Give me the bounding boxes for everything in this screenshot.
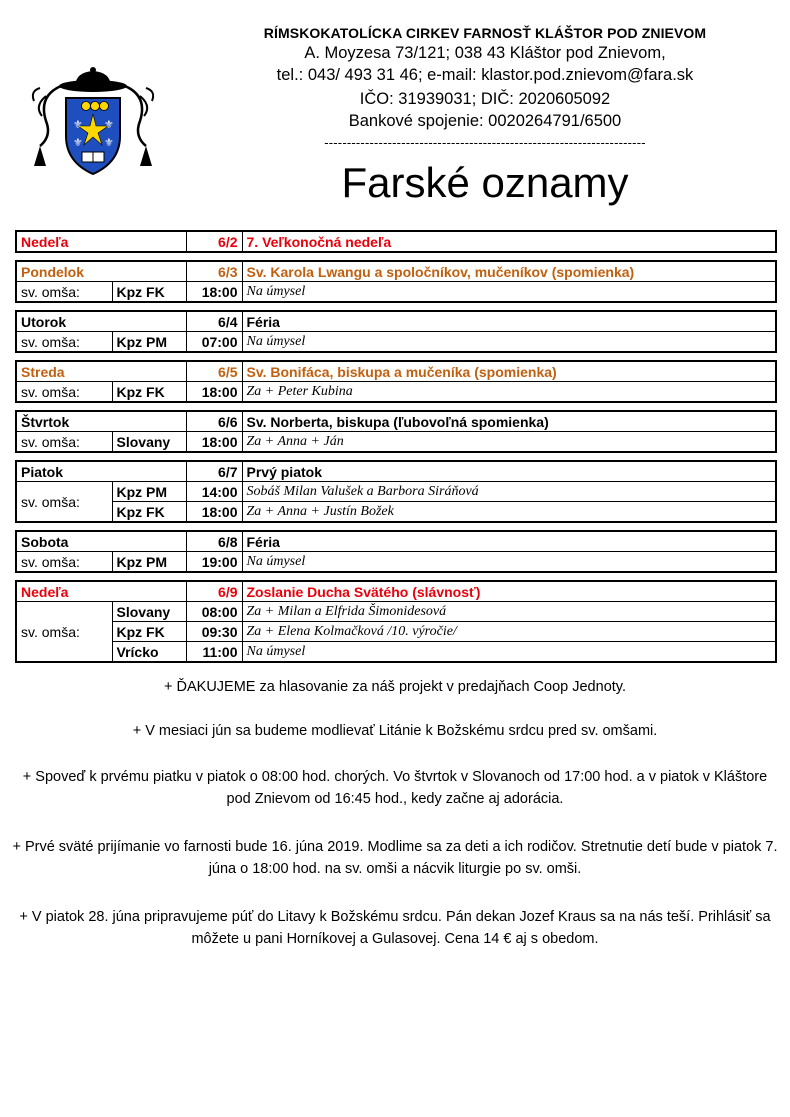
- mass-place: Kpz FK: [112, 282, 186, 303]
- feast-name: Zoslanie Ducha Svätého (slávnosť): [242, 581, 776, 602]
- mass-label: sv. omša:: [16, 482, 112, 523]
- mass-place: Vrícko: [112, 642, 186, 663]
- day-header-row: [16, 231, 776, 252]
- day-block: [15, 230, 777, 253]
- day-header-row: [16, 261, 776, 282]
- day-header-row: [16, 311, 776, 332]
- day-date: 6/5: [186, 361, 242, 382]
- day-date: 6/9: [186, 581, 242, 602]
- mass-label: sv. omša:: [16, 552, 112, 573]
- day-block: [15, 410, 777, 453]
- mass-place: Kpz FK: [112, 382, 186, 403]
- mass-label: sv. omša:: [16, 332, 112, 353]
- mass-time: 08:00: [186, 602, 242, 622]
- header-separator: -----------------------------------------------------------------------: [324, 135, 646, 150]
- day-header-row: [16, 581, 776, 602]
- day-header-row: [16, 461, 776, 482]
- mass-place: Kpz PM: [112, 552, 186, 573]
- mass-place: Kpz PM: [112, 482, 186, 502]
- page-title: Farské oznamy: [341, 159, 629, 206]
- announcement-item: + Spoveď k prvému piatku v piatok o 08:00 hod. chorých. Vo štvrtok v Slovanoch od 17:00 hod. a v piatok v Kláštore pod Znievom od 16:45 hod., kedy začne aj adorácia.: [22, 769, 768, 807]
- day-name: Pondelok: [16, 261, 186, 282]
- feast-name: 7. Veľkonočná nedeľa: [242, 231, 776, 252]
- parish-ids: IČO: 31939031; DIČ: 2020605092: [359, 90, 611, 108]
- mass-label: sv. omša:: [16, 382, 112, 403]
- mass-time: 09:30: [186, 622, 242, 642]
- day-name: Piatok: [16, 461, 186, 482]
- day-date: 6/2: [186, 231, 242, 252]
- feast-name: Sv. Bonifáca, biskupa a mučeníka (spomienka): [242, 361, 776, 382]
- mass-place: Slovany: [112, 432, 186, 453]
- mass-time: 14:00: [186, 482, 242, 502]
- mass-intention: Na úmysel: [242, 282, 776, 303]
- mass-intention: Za + Milan a Elfrida Šimonidesová: [242, 602, 776, 622]
- mass-intention: Za + Peter Kubina: [242, 382, 776, 403]
- mass-time: 11:00: [186, 642, 242, 663]
- mass-label: sv. omša:: [16, 602, 112, 663]
- announcement-item: + V mesiaci jún sa budeme modlievať Litánie k Božskému srdcu pred sv. omšami.: [132, 723, 658, 739]
- mass-row: [16, 552, 776, 573]
- mass-intention: Za + Elena Kolmačková /10. výročie/: [242, 622, 776, 642]
- announcement-item: + V piatok 28. júna pripravujeme púť do Litavy k Božskému srdcu. Pán dekan Jozef Kraus sa na nás teší. Prihlásiť sa môžete u pani Horníkovej a Gulasovej. Cena 14 € aj s obedom.: [19, 909, 771, 947]
- parish-bank: Bankové spojenie: 0020264791/6500: [348, 112, 622, 130]
- feast-name: Prvý piatok: [242, 461, 776, 482]
- mass-time: 18:00: [186, 282, 242, 303]
- day-header-row: [16, 531, 776, 552]
- mass-row: [16, 482, 776, 502]
- day-block: [15, 360, 777, 403]
- mass-intention: Sobáš Milan Valušek a Barbora Siráňová: [242, 482, 776, 502]
- day-name: Streda: [16, 361, 186, 382]
- mass-intention: Na úmysel: [242, 642, 776, 663]
- svg-text:⚜: ⚜: [73, 118, 83, 131]
- day-date: 6/7: [186, 461, 242, 482]
- feast-name: Féria: [242, 311, 776, 332]
- mass-row: [16, 282, 776, 303]
- mass-time: 07:00: [186, 332, 242, 353]
- day-block: [15, 530, 777, 573]
- feast-name: Féria: [242, 531, 776, 552]
- mass-row: [16, 382, 776, 403]
- mass-place: Kpz FK: [112, 502, 186, 523]
- mass-intention: Za + Anna + Justín Božek: [242, 502, 776, 523]
- day-date: 6/6: [186, 411, 242, 432]
- mass-place: Kpz FK: [112, 622, 186, 642]
- parish-crest-emblem: [28, 66, 158, 178]
- announcement-item: + Prvé sväté prijímanie vo farnosti bude 16. júna 2019. Modlime sa za deti a ich rodičov. Stretnutie detí bude v piatok 7. júna o 18:00 hod. na sv. omši a nácvik liturgie po sv. omši.: [12, 839, 778, 877]
- mass-time: 19:00: [186, 552, 242, 573]
- mass-time: 18:00: [186, 382, 242, 403]
- day-date: 6/4: [186, 311, 242, 332]
- mass-place: Slovany: [112, 602, 186, 622]
- day-header-row: [16, 411, 776, 432]
- day-block: [15, 260, 777, 303]
- svg-text:⚜: ⚜: [104, 118, 114, 131]
- day-header-row: [16, 361, 776, 382]
- day-name: Utorok: [16, 311, 186, 332]
- mass-row: [16, 602, 776, 622]
- mass-intention: Za + Anna + Ján: [242, 432, 776, 453]
- announcement-item: + ĎAKUJEME za hlasovanie za náš projekt v predajňach Coop Jednoty.: [164, 679, 626, 695]
- mass-time: 18:00: [186, 502, 242, 523]
- day-name: Štvrtok: [16, 411, 186, 432]
- feast-name: Sv. Karola Lwangu a spoločníkov, mučeníkov (spomienka): [242, 261, 776, 282]
- svg-text:⚜: ⚜: [73, 136, 83, 149]
- mass-intention: Na úmysel: [242, 552, 776, 573]
- mass-row: [16, 332, 776, 353]
- parish-name: RÍMSKOKATOLÍCKA CIRKEV FARNOSŤ KLÁŠTOR POD ZNIEVOM: [263, 25, 707, 41]
- mass-label: sv. omša:: [16, 432, 112, 453]
- day-block: [15, 460, 777, 523]
- day-date: 6/8: [186, 531, 242, 552]
- mass-row: [16, 622, 776, 642]
- mass-row: [16, 642, 776, 663]
- day-name: Sobota: [16, 531, 186, 552]
- mass-intention: Na úmysel: [242, 332, 776, 353]
- feast-name: Sv. Norberta, biskupa (ľubovoľná spomienka): [242, 411, 776, 432]
- day-block: [15, 310, 777, 353]
- day-date: 6/3: [186, 261, 242, 282]
- mass-place: Kpz PM: [112, 332, 186, 353]
- mass-time: 18:00: [186, 432, 242, 453]
- day-name: Nedeľa: [16, 231, 186, 252]
- mass-row: [16, 432, 776, 453]
- parish-address: A. Moyzesa 73/121; 038 43 Kláštor pod Znievom,: [304, 44, 666, 62]
- svg-text:⚜: ⚜: [104, 136, 114, 149]
- day-block: [15, 580, 777, 663]
- mass-row: [16, 502, 776, 523]
- parish-contact: tel.: 043/ 493 31 46; e-mail: klastor.pod.znievom@fara.sk: [276, 66, 694, 84]
- day-name: Nedeľa: [16, 581, 186, 602]
- mass-label: sv. omša:: [16, 282, 112, 303]
